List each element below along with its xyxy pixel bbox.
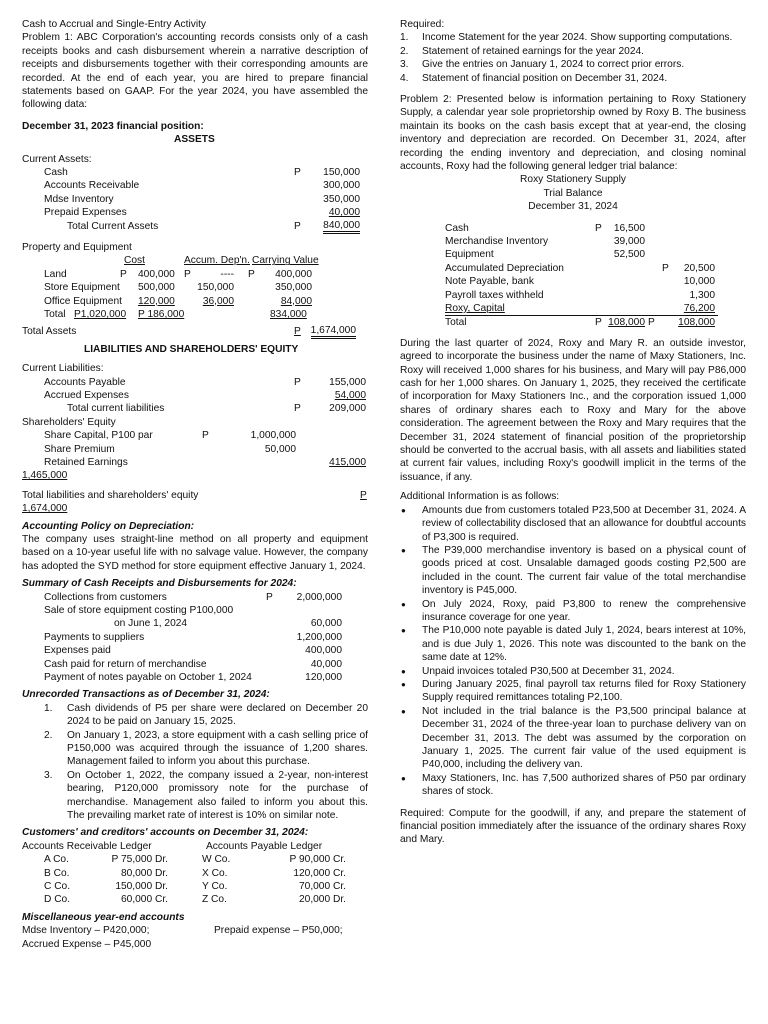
ppe-total-accum: P 186,000 — [138, 308, 185, 320]
current-liab-amount: 155,000 — [329, 376, 366, 388]
current-asset-p: P — [294, 167, 301, 179]
total-current-assets-p: P — [294, 220, 301, 232]
sale-line2: on June 1, 2024 — [114, 618, 188, 630]
tb-row-credit: 10,000 — [683, 276, 715, 288]
current-liab-list — [22, 376, 368, 403]
ap-creditor-amount: 120,000 Cr. — [293, 867, 346, 879]
equity-row-amount: 50,000 — [264, 443, 296, 455]
unrec-item — [22, 729, 368, 769]
retained-label: Retained Earnings — [44, 456, 128, 468]
ppe-row-p2: P — [184, 268, 191, 280]
tb-row — [445, 262, 718, 275]
tb-row-dp: P — [595, 222, 602, 234]
receipt-label: Collections from customers — [44, 591, 167, 603]
addl-info-item: ● The P39,000 merchandise inventory is based on a physical count of goods priced at cost. Unsalable damaged goods costing P2,500 are included in the count. The current fair value of the total merchandise inventory is P45,000. — [400, 544, 746, 598]
current-asset-label: Accounts Receivable — [44, 180, 140, 192]
required-item-number: 2. — [400, 45, 409, 57]
ppe-row-label: Store Equipment — [44, 282, 120, 294]
fp-heading: December 31, 2023 financial position: — [22, 120, 204, 132]
tb-title-1: Roxy Stationery Supply — [520, 174, 626, 186]
ledger-row — [22, 893, 368, 906]
tb-row-credit: 20,500 — [683, 262, 715, 274]
tb-row — [445, 302, 718, 315]
required-list — [400, 31, 746, 85]
misc-line2: Accrued Expense – P45,000 — [22, 938, 152, 950]
ppe-row-label: Land — [44, 268, 67, 280]
unrec-item-number: 2. — [44, 729, 53, 741]
unrec-item-text: On October 1, 2022, the company issued a 2-year, non-interest bearing, P120,000 promissory note for the purchase of merchandise. Management also failed to inform you about this. The prevailing market rate of interest is 10% on similar note. — [67, 769, 368, 821]
disbursement-row — [22, 644, 368, 657]
tb-row-label: Merchandise Inventory — [445, 236, 549, 248]
unrec-item-number: 3. — [44, 769, 53, 781]
current-liab-row — [22, 389, 368, 402]
tb-row — [445, 235, 718, 248]
current-asset-amount: 150,000 — [323, 167, 360, 179]
current-asset-row — [22, 206, 368, 219]
ppe-total-cost: P1,020,000 — [74, 308, 127, 320]
current-asset-amount: 350,000 — [323, 193, 360, 205]
total-current-liab-row — [22, 402, 368, 415]
unrec-item-text: Cash dividends of P5 per share were declared on December 20 2024 to be paid on January 15, 2025. — [67, 702, 368, 728]
total-current-assets-row — [22, 220, 368, 233]
tb-total-dp: P — [595, 317, 602, 329]
summary-heading: Summary of Cash Receipts and Disbursements for 2024: — [22, 578, 297, 590]
ppe-label: Property and Equipment — [22, 242, 132, 254]
ar-customer-amount: 60,000 Cr. — [120, 894, 168, 906]
ppe-row-carrying: 84,000 — [280, 295, 312, 307]
current-liab-amount: 54,000 — [334, 389, 366, 401]
tb-total-row — [445, 315, 718, 328]
tb-row-cp: P — [662, 262, 669, 274]
ppe-row-cost: 120,000 — [138, 295, 175, 307]
current-liab-label: Accrued Expenses — [44, 389, 129, 401]
total-current-liab-label: Total current liabilities — [67, 403, 165, 415]
ar-customer-name: C Co. — [44, 880, 71, 892]
disbursement-row — [22, 631, 368, 644]
receipt-row — [22, 591, 368, 604]
disbursement-label: Expenses paid — [44, 645, 111, 657]
ppe-header-accum: Accum. Dep'n. — [184, 255, 250, 267]
required-label: Required: — [400, 19, 445, 30]
tb-total-cp: P — [648, 317, 655, 329]
required-item-number: 3. — [400, 59, 409, 71]
total-liab-equity-row — [22, 489, 368, 502]
ledger-header-row — [22, 840, 368, 853]
unrec-list — [22, 702, 368, 823]
ppe-total-label: Total — [44, 308, 66, 320]
ar-customer-name: D Co. — [44, 894, 71, 906]
tb-total-label: Total — [445, 317, 467, 329]
tb-row-credit: 76,200 — [683, 303, 715, 315]
current-asset-amount: 40,000 — [328, 207, 360, 219]
ppe-list — [22, 268, 368, 308]
ar-customer-amount: P 75,000 Dr. — [111, 854, 168, 866]
total-current-liab-p: P — [294, 403, 301, 415]
ppe-header-cost: Cost — [124, 255, 145, 267]
misc-heading: Miscellaneous year-end accounts — [22, 911, 185, 923]
ap-creditor-amount: P 90,000 Cr. — [289, 854, 346, 866]
ppe-header-row — [22, 254, 368, 267]
tb-row-debit: 52,500 — [613, 249, 645, 261]
current-asset-label: Mdse Inventory — [44, 193, 114, 205]
equity-row-label: Share Capital, P100 par — [44, 430, 153, 442]
retained-amount: 415,000 — [329, 456, 366, 468]
disbursement-row — [22, 671, 368, 684]
document-title: Cash to Accrual and Single-Entry Activity — [22, 19, 207, 30]
equity-total-wrap: 1,465,000 — [22, 470, 68, 482]
problem2-narrative: During the last quarter of 2024, Roxy and Mary R. an outside investor, agreed to incorporate the business under the name of Maxy Stationers, Inc. Roxy will received 1,000 shares for his business, and Mary will pay P86,000 cash for her 1,000 shares. On January 1, 2025, they received the certificate of incorporation for Maxy Stationers Inc., and the corporation issued 1,000 shares of ordinary shares each to Roxy and Mary for the above consideration. The agreement between the Roxy and Mary requires that the December 31, 2024 statement of financial position of the proprietorship should be converted to the accrual basis, with all assets and liabilities stated at current fair values, including Roxy's goodwill implicit in the terms of the issuance, if any. — [400, 337, 746, 483]
tb-total-credit: 108,000 — [678, 317, 715, 329]
required-item — [400, 31, 746, 44]
current-asset-row — [22, 193, 368, 206]
disbursement-amount: 400,000 — [305, 645, 342, 657]
disbursement-amount: 40,000 — [310, 658, 342, 670]
equity-row — [22, 429, 368, 442]
ppe-row — [22, 295, 368, 308]
ppe-row-p1: P — [120, 268, 127, 280]
current-asset-label: Prepaid Expenses — [44, 207, 127, 219]
sale-row-2 — [22, 617, 368, 630]
current-asset-amount: 300,000 — [323, 180, 360, 192]
ppe-row-p3: P — [248, 268, 255, 280]
disbursement-amount: 120,000 — [305, 671, 342, 683]
tb-row-label: Cash — [445, 222, 469, 234]
trial-balance-list — [400, 222, 746, 316]
unrec-item — [22, 769, 368, 823]
total-assets-row — [22, 325, 368, 338]
addl-info-item: ● On July 2024, Roxy, paid P3,800 to renew the comprehensive insurance coverage for one year. — [400, 598, 746, 625]
policy-heading: Accounting Policy on Depreciation: — [22, 520, 195, 532]
total-current-assets-label: Total Current Assets — [67, 220, 159, 232]
right-column — [400, 18, 746, 847]
receipt-amount: 2,000,000 — [296, 591, 342, 603]
liab-heading: LIABILITIES AND SHAREHOLDERS' EQUITY — [84, 343, 299, 355]
unrec-item-text: On January 1, 2023, a store equipment with a cash selling price of P150,000 was acquired through the issuance of 1,200 shares. Management failed to inform you about this purchase. — [67, 729, 368, 768]
tb-row-credit: 1,300 — [689, 289, 715, 301]
accounts-heading: Customers' and creditors' accounts on December 31, 2024: — [22, 827, 309, 839]
current-asset-label: Cash — [44, 167, 68, 179]
ppe-header-carrying: Carrying Value — [252, 255, 319, 267]
current-assets-label: Current Assets: — [22, 153, 92, 165]
ppe-row-accum: 150,000 — [197, 282, 234, 294]
left-column — [22, 18, 368, 951]
ppe-row-carrying: 400,000 — [275, 268, 312, 280]
required-item — [400, 72, 746, 85]
ap-creditor-name: Z Co. — [202, 894, 227, 906]
total-current-liab-amount: 209,000 — [329, 403, 366, 415]
tb-row-debit: 39,000 — [613, 236, 645, 248]
ledger-row — [22, 867, 368, 880]
tb-total-debit: 108,000 — [608, 317, 645, 329]
current-liab-p: P — [294, 376, 301, 388]
equity-list — [22, 429, 368, 456]
ppe-row — [22, 268, 368, 281]
ap-creditor-name: Y Co. — [202, 880, 228, 892]
sale-line1: Sale of store equipment costing P100,000 — [44, 604, 234, 616]
unrec-item-number: 1. — [44, 702, 53, 714]
ppe-total-carrying: 834,000 — [270, 308, 307, 320]
ppe-row-accum: 36,000 — [202, 295, 234, 307]
tb-row — [445, 275, 718, 288]
ap-creditor-name: W Co. — [202, 854, 231, 866]
required-item-text: Statement of retained earnings for the year 2024. — [422, 45, 645, 57]
current-liab-row — [22, 376, 368, 389]
ap-creditor-amount: 20,000 Dr. — [298, 894, 346, 906]
ap-creditor-amount: 70,000 Cr. — [298, 880, 346, 892]
equity-row-label: Share Premium — [44, 443, 115, 455]
tb-row-label: Roxy, Capital — [445, 303, 505, 315]
required-item — [400, 58, 746, 71]
addl-info-item: ● Maxy Stationers, Inc. has 7,500 authorized shares of P50 par ordinary shares of stock. — [400, 772, 746, 799]
required-item-number: 4. — [400, 72, 409, 84]
addl-info-item: ● Amounts due from customers totaled P23,500 at December 31, 2024. A review of collectability disclosed that an allowance for doubtful accounts of P3,300 is required. — [400, 504, 746, 544]
tb-title-3: December 31, 2024 — [528, 201, 618, 213]
unrec-heading: Unrecorded Transactions as of December 31, 2024: — [22, 689, 270, 701]
equity-label: Shareholders' Equity — [22, 416, 116, 428]
total-assets-label: Total Assets — [22, 326, 77, 338]
ar-customer-amount: 150,000 Dr. — [115, 880, 168, 892]
tb-row — [445, 248, 718, 261]
addl-info-item: ● Not included in the trial balance is the P3,500 principal balance at December 31, 2024 of the three-year loan to purchase delivery van on December 31, 2013. The debt was assumed by the corporation on January 1, 2025. The current fair value of the used equipment is P40,000, including the delivery van. — [400, 705, 746, 772]
total-assets-amount: 1,674,000 — [311, 325, 356, 339]
ppe-row-label: Office Equipment — [44, 295, 122, 307]
disbursement-amount: 1,200,000 — [296, 631, 342, 643]
retained-row — [22, 456, 368, 469]
problem1-intro: Problem 1: ABC Corporation's accounting records consists only of a cash receipts books and cash disbursement wherein a narrative description of receipts and disbursements together with their corresponding amounts are recorded. At the end of each year, you are hired to prepare financial statements based on GAAP. For the year 2024, you have assembled the following data: — [22, 32, 368, 111]
addl-info-item: ● During January 2025, final payroll tax returns filed for Roxy Stationery Supply required remittances totaling P2,100. — [400, 678, 746, 705]
misc-line1-right: Prepaid expense – P50,000; — [214, 925, 343, 937]
equity-row — [22, 443, 368, 456]
ledger-list — [22, 853, 368, 907]
receipt-p: P — [266, 591, 273, 603]
current-asset-row — [22, 179, 368, 192]
addl-label: Additional Information is as follows: — [400, 491, 560, 503]
disbursement-label: Cash paid for return of merchandise — [44, 658, 207, 670]
ledger-row — [22, 880, 368, 893]
tb-row-label: Payroll taxes withheld — [445, 289, 544, 301]
ppe-row-carrying: 350,000 — [275, 282, 312, 294]
current-assets-list — [22, 166, 368, 220]
tb-row-debit: 16,500 — [613, 222, 645, 234]
disbursements-list — [22, 631, 368, 685]
required-item-text: Income Statement for the year 2024. Show supporting computations. — [422, 32, 733, 44]
tb-title-2: Trial Balance — [543, 187, 603, 199]
ppe-row-accum: ---- — [220, 268, 234, 280]
ap-heading: Accounts Payable Ledger — [206, 840, 323, 852]
tb-row — [445, 289, 718, 302]
policy-text: The company uses straight-line method on all property and equipment based on a 10-year useful life with no salvage value. However, the company has adopted the SYD method for store equipment effective January 1, 2024. — [22, 533, 368, 572]
required-item — [400, 45, 746, 58]
unrec-item — [22, 702, 368, 729]
ppe-total-row — [22, 308, 368, 321]
ar-customer-name: B Co. — [44, 867, 70, 879]
current-liab-label: Accounts Payable — [44, 376, 126, 388]
disbursement-label: Payment of notes payable on October 1, 2024 — [44, 671, 252, 683]
total-current-assets-amount: 840,000 — [323, 220, 360, 234]
total-liab-equity-wrap: 1,674,000 — [22, 503, 68, 515]
ppe-row-cost: 400,000 — [138, 268, 175, 280]
ar-customer-name: A Co. — [44, 854, 69, 866]
ar-customer-amount: 80,000 Dr. — [120, 867, 168, 879]
total-assets-p: P — [294, 326, 301, 338]
assets-heading: ASSETS — [174, 134, 215, 146]
misc-line1-left: Mdse Inventory – P420,000; — [22, 925, 150, 937]
disbursement-row — [22, 658, 368, 671]
required-item-number: 1. — [400, 32, 409, 44]
tb-row-label: Equipment — [445, 249, 494, 261]
equity-row-p: P — [202, 430, 209, 442]
ppe-row-cost: 500,000 — [138, 282, 175, 294]
receipts-list — [22, 591, 368, 604]
total-liab-equity-label: Total liabilities and shareholders' equity — [22, 489, 199, 501]
tb-row-label: Accumulated Depreciation — [445, 262, 564, 274]
misc-row-1 — [22, 924, 368, 937]
sale-row-1 — [22, 604, 368, 617]
current-asset-row — [22, 166, 368, 179]
addl-info-item: ● The P10,000 note payable is dated July 1, 2024, bears interest at 10%, and is due July 1, 2026. This note was discounted to the bank on the same date at 12%. — [400, 624, 746, 664]
required-item-text: Give the entries on January 1, 2024 to correct prior errors. — [422, 59, 685, 71]
ledger-row — [22, 853, 368, 866]
addl-info-item: ● Unpaid invoices totaled P30,500 at December 31, 2024. — [400, 665, 746, 678]
current-liab-label: Current Liabilities: — [22, 363, 104, 375]
required-item-text: Statement of financial position on December 31, 2024. — [422, 72, 668, 84]
sale-amount: 60,000 — [310, 618, 342, 630]
total-liab-equity-p: P — [360, 489, 367, 501]
ap-creditor-name: X Co. — [202, 867, 228, 879]
ar-heading: Accounts Receivable Ledger — [22, 840, 152, 852]
tb-row-label: Note Payable, bank — [445, 276, 534, 288]
ppe-row — [22, 281, 368, 294]
disbursement-label: Payments to suppliers — [44, 631, 145, 643]
tb-row — [445, 222, 718, 235]
problem2-intro: Problem 2: Presented below is information pertaining to Roxy Stationery Supply, a calendar year sole proprietorship owned by Roxy B. The business maintain its books on the cash basis except that at year-end, the closing inventory and depreciation are recorded. On December 31, 2024, after recording the ending inventory and depreciation, and closing nominal accounts, Roxy had the following general ledger trial balance: — [400, 94, 746, 173]
final-required: Required: Compute for the goodwill, if any, and prepare the statement of financial position immediately after the issuance of the ordinary shares Roxy and Mary. — [400, 807, 746, 846]
equity-row-amount: 1,000,000 — [250, 430, 296, 442]
addl-info-list — [400, 504, 746, 799]
